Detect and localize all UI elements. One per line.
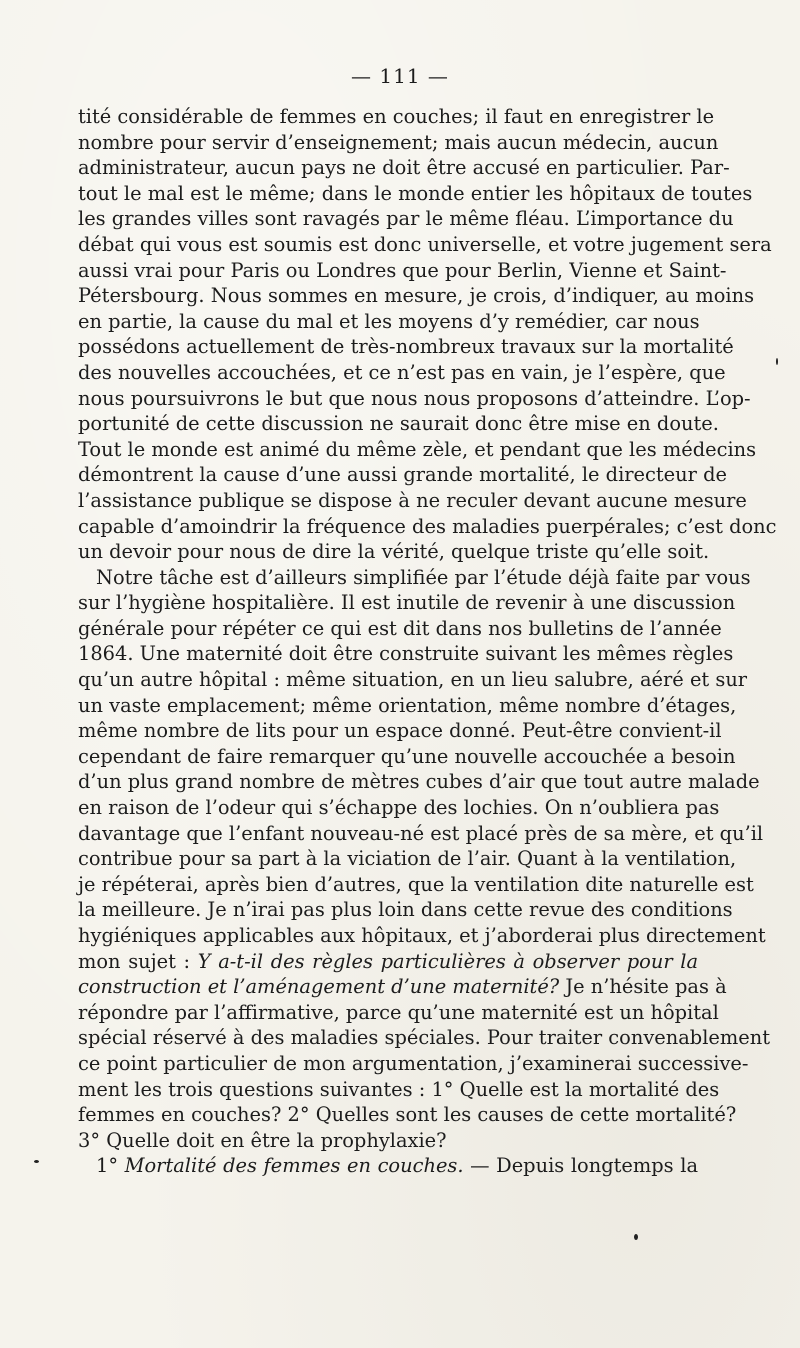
ink-speck <box>634 1234 638 1240</box>
text-line: débat qui vous est soumis est donc universelle, et votre jugement sera <box>78 232 772 256</box>
roman-segment: 1° <box>96 1154 125 1178</box>
text-line: hygiéniques applicables aux hôpitaux, et j’aborderai plus directement <box>78 924 766 947</box>
text-line: spécial réservé à des maladies spéciales. Pour traiter convenablement <box>78 1026 771 1050</box>
text-line: capable d’amoindrir la fréquence des maladies puerpérales; c’est donc <box>78 514 777 538</box>
text-line: la meilleure. Je n’irai pas plus loin dans cette revue des conditions <box>78 898 733 922</box>
ink-speck <box>776 358 778 365</box>
text-line: 3° Quelle doit en être la prophylaxie? <box>78 1128 447 1152</box>
text-line: démontrent la cause d’une aussi grande mortalité, le directeur de <box>78 463 727 487</box>
text-line: des nouvelles accouchées, et ce n’est pas en vain, je l’espère, que <box>78 360 726 384</box>
body-text <box>78 104 777 1179</box>
text-line: 1864. Une maternité doit être construite suivant les mêmes règles <box>78 642 734 666</box>
text-line: tout le mal est le même; dans le monde entier les hôpitaux de toutes <box>78 181 753 205</box>
text-line: Pétersbourg. Nous sommes en mesure, je crois, d’indiquer, au moins <box>78 284 755 308</box>
text-line: en raison de l’odeur qui s’échappe des lochies. On n’oubliera pas <box>78 796 720 820</box>
page-number: — 111 — <box>351 64 449 88</box>
roman-segment: Je n’hésite pas à <box>559 975 727 999</box>
italic-question: construction et l’aménagement d’une maternité? <box>78 975 560 999</box>
text-line: un devoir pour nous de dire la vérité, quelque triste qu’elle soit. <box>78 540 710 564</box>
text-line: tité considérable de femmes en couches; il faut en enregistrer le <box>78 105 715 128</box>
text-line: l’assistance publique se dispose à ne reculer devant aucune mesure <box>78 488 747 512</box>
text-line: ce point particulier de mon argumentation, j’examinerai successive- <box>78 1051 749 1075</box>
text-line: nombre pour servir d’enseignement; mais aucun médecin, aucun <box>78 130 719 154</box>
text-line: contribue pour sa part à la viciation de l’air. Quant à la ventilation, <box>78 847 737 871</box>
text-line: qu’un autre hôpital : même situation, en un lieu salubre, aéré et sur <box>78 668 748 692</box>
text-line: sur l’hygiène hospitalière. Il est inutile de revenir à une discussion <box>78 591 736 615</box>
section-heading-line <box>78 1153 698 1179</box>
text-line: les grandes villes sont ravagés par le même fléau. L’importance du <box>78 207 734 231</box>
text-line: répondre par l’affirmative, parce qu’une maternité est un hôpital <box>78 1000 719 1024</box>
text-line: ment les trois questions suivantes : 1° Quelle est la mortalité des <box>78 1077 720 1101</box>
text-line: cependant de faire remarquer qu’une nouvelle accouchée a besoin <box>78 744 736 768</box>
text-line: femmes en couches? 2° Quelles sont les causes de cette mortalité? <box>78 1103 737 1127</box>
paragraph-first-line: Notre tâche est d’ailleurs simplifiée par l’étude déjà faite par vous <box>96 565 751 589</box>
text-line: administrateur, aucun pays ne doit être accusé en particulier. Par- <box>78 156 730 180</box>
italic-section-title: Mortalité des femmes en couches. <box>124 1154 464 1178</box>
text-line-with-italic <box>78 949 698 975</box>
text-line: portunité de cette discussion ne saurait donc être mise en doute. <box>78 412 719 436</box>
italic-question: Y a-t-il des règles particulières à observer pour la <box>197 949 699 973</box>
ink-speck <box>34 1160 39 1163</box>
text-line-with-italic <box>78 974 727 1000</box>
text-line: possédons actuellement de très-nombreux travaux sur la mortalité <box>78 335 734 359</box>
text-line: même nombre de lits pour un espace donné. Peut-être convient-il <box>78 719 722 743</box>
text-line: générale pour répéter ce qui est dit dans nos bulletins de l’année <box>78 616 722 640</box>
text-line: Tout le monde est animé du même zèle, et pendant que les médecins <box>78 437 757 461</box>
text-line: je répéterai, après bien d’autres, que la ventilation dite naturelle est <box>78 872 754 896</box>
text-line: davantage que l’enfant nouveau-né est placé près de sa mère, et qu’il <box>78 821 764 845</box>
text-line: nous poursuivrons le but que nous nous proposons d’atteindre. L’op- <box>78 386 751 410</box>
text-line: d’un plus grand nombre de mètres cubes d’air que tout autre malade <box>78 770 760 794</box>
text-line: un vaste emplacement; même orientation, même nombre d’étages, <box>78 693 737 717</box>
text-line: aussi vrai pour Paris ou Londres que pour Berlin, Vienne et Saint- <box>78 258 727 282</box>
roman-segment: mon sujet : <box>78 949 198 973</box>
text-line: en partie, la cause du mal et les moyens d’y remédier, car nous <box>78 309 700 333</box>
roman-segment: — Depuis longtemps la <box>463 1154 699 1178</box>
